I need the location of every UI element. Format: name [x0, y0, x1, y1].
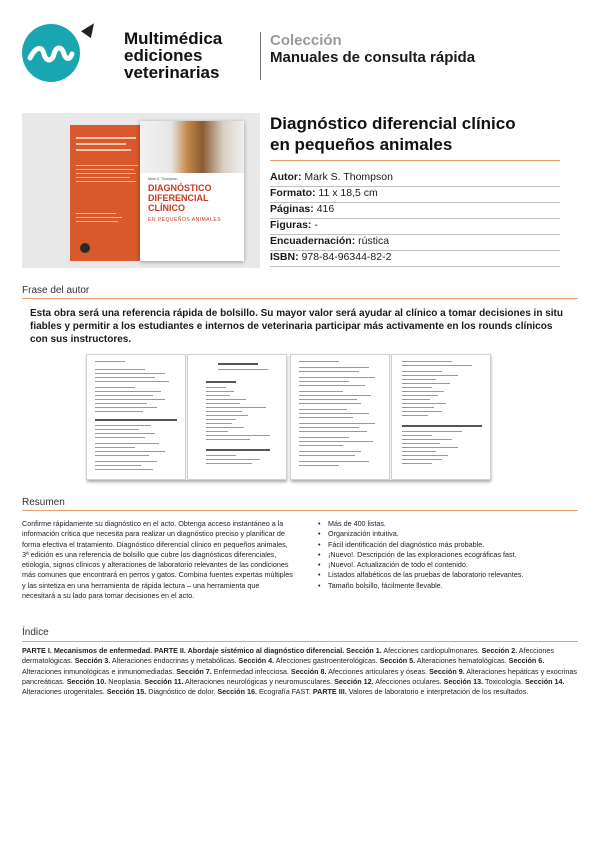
section-rule [22, 510, 578, 511]
sample-page [187, 354, 287, 480]
section-heading-index: Índice [22, 627, 49, 638]
logo-accent-icon [81, 20, 99, 38]
publisher-name [124, 30, 222, 81]
cover-author: Mark S. Thompson [148, 177, 178, 181]
list-item: • Organización intuitiva. [318, 529, 578, 539]
sample-page [86, 354, 186, 480]
field-binding: Encuadernación: rústica [270, 235, 390, 247]
index-text: PARTE I. Mecanismos de enfermedad. PARTE II. Abordaje sistémico al diagnóstico diferencial. Sección 1. Afecciones cardiopulmonares. Sección 2. Afecciones dermatológicas. Sección 3. Alteraciones endocrinas y metabólicas. Sección 4. Afecciones gastroenterológicas. Sección 5. Alteraciones hematológicas. Sección 6. Alteraciones inmunológicas e inmunomediadas. Sección 7. Enfermedad infecciosa. Sección 8. Afecciones articulares y óseas. Sección 9. Alteraciones hepáticas y exocrinas pancreáticas. Sección 10. Neoplasia. Sección 11. Alteraciones neurológicas y neuromusculares. Sección 12. Afecciones oculares. Sección 13. Toxicología. Sección 14. Alteraciones urogenitales. Sección 15. Diagnóstico de dolor. Sección 16. Ecografía FAST. PARTE III. Valores de laboratorio e interpretación de los resultados. [22, 646, 577, 697]
collection-name: Manuales de consulta rápida [270, 49, 476, 66]
logo-wave-icon [22, 24, 80, 82]
sample-spread-2 [290, 354, 490, 480]
list-item: • Más de 400 listas. [318, 519, 578, 529]
list-item: • Listados alfabéticos de las pruebas de laboratorio relevantes. [318, 570, 578, 580]
brand-line-3: veterinarias [124, 63, 220, 82]
brand-line-1: Multimédica [124, 29, 223, 48]
cover-subtitle: EN PEQUEÑOS ANIMALES [148, 217, 222, 223]
collection-label: Colección [270, 32, 342, 49]
field-author: Autor: Mark S. Thompson [270, 171, 393, 183]
field-isbn: ISBN: 978-84-96344-82-2 [270, 251, 392, 263]
cover-title: DIAGNÓSTICO DIFERENCIAL CLÍNICO [148, 183, 212, 213]
section-heading-summary: Resumen [22, 497, 65, 508]
cover-back [70, 125, 150, 261]
cover-front [140, 121, 244, 261]
header-divider [260, 32, 261, 80]
summary-text: Confirme rápidamente su diagnóstico en el acto. Obtenga acceso instantáneo a la información crítica que necesita para realizar un diagnóstico preciso y planificar de forma efectiva el tratamiento. Diagnóstico diferencial clínico en pequeños animales, 3ª edición es una referencia de bolsillo que cubre los diagnósticos diferenciales, etiología, signos clínicos y alteraciones de laboratorio relevantes de las condiciones más comunes que encontrará en perros y gatos. Combina fuentes expertas múltiples y las sintetiza en una herramienta de rápida lectura – una herramienta que necesitará a su lado para tomar decisiones en el acto. [22, 519, 293, 601]
field-figures: Figuras: - [270, 219, 318, 231]
list-item: • ¡Nuevo!. Descripción de las exploraciones ecográficas fast. [318, 550, 578, 560]
section-rule [22, 641, 578, 642]
cover-dog-cat-photo [140, 121, 244, 173]
book-title: Diagnóstico diferencial clínico en pequeños animales [270, 114, 516, 154]
list-item: • Tamaño bolsillo, fácilmente llevable. [318, 581, 578, 591]
summary-bullets [318, 519, 578, 591]
publisher-logo [22, 24, 80, 82]
section-heading-quote: Frase del autor [22, 285, 90, 296]
list-item: • Fácil identificación del diagnóstico más probable. [318, 540, 578, 550]
field-format: Formato: 11 x 18,5 cm [270, 187, 378, 199]
title-rule [270, 160, 560, 161]
section-rule [22, 298, 578, 299]
sample-spread-1 [86, 354, 286, 480]
sample-page [391, 354, 491, 480]
book-cover-image [22, 113, 260, 268]
field-pages: Páginas: 416 [270, 203, 335, 215]
author-quote: Esta obra será una referencia rápida de bolsillo. Su mayor valor será ayudar al clínico a tomar decisiones in situ fiables y permitir a los estudiantes e internos de veterinaria participar más activamente en los rounds clínicos con sus instructores. [30, 308, 563, 345]
field-divider [270, 266, 560, 267]
brand-line-2: ediciones [124, 46, 203, 65]
list-item: • ¡Nuevo!. Actualización de todo el contenido. [318, 560, 578, 570]
sample-page [290, 354, 390, 480]
